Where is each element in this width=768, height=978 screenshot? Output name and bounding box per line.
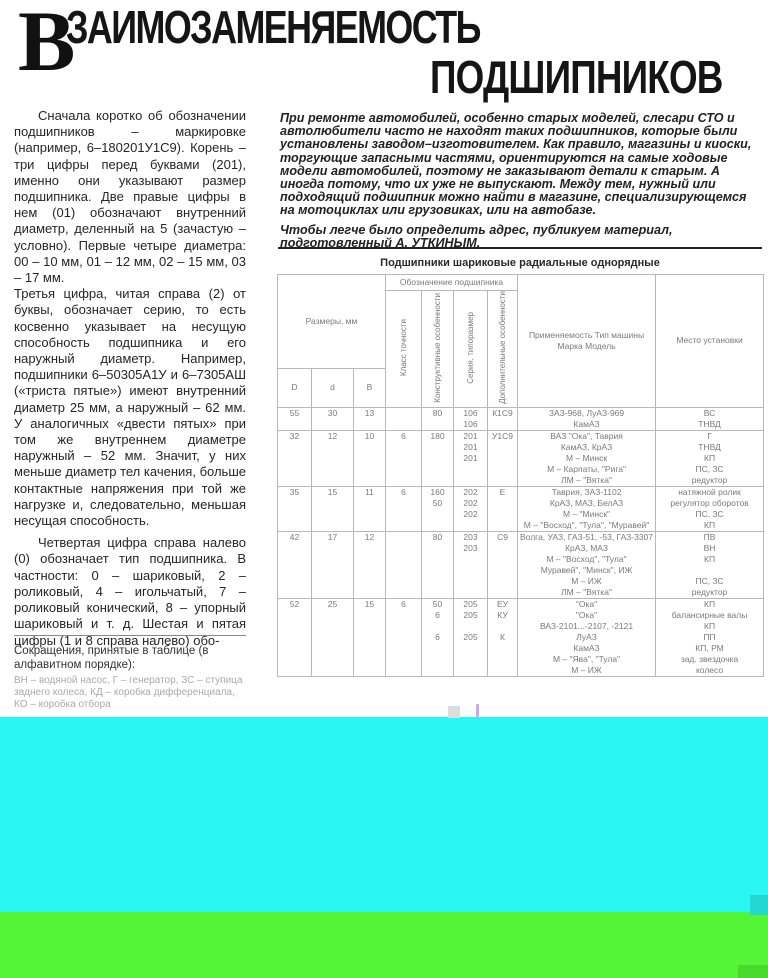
header-place: Место установки: [656, 275, 764, 408]
table-cell-d: 17: [312, 531, 354, 598]
table-cell-con: 80: [422, 407, 454, 430]
table-cell-add: ЕУ КУ К: [488, 598, 518, 676]
header-sizes: Размеры, мм: [278, 275, 386, 369]
table-cell-ser: 203 203: [454, 531, 488, 598]
speck-mark: [738, 965, 768, 978]
header-design: Конструктивные особенности: [422, 291, 454, 408]
table-cell-app: "Ока" "Ока" ВАЗ-2101...-2107, -2121 ЛуАЗ КамАЗ М – "Ява", "Тула" М – ИЖ: [518, 598, 656, 676]
table-cell-d: 30: [312, 407, 354, 430]
table-cell-acc: [386, 407, 422, 430]
intro-divider: [278, 247, 762, 249]
table-cell-add: С9: [488, 531, 518, 598]
table-cell-acc: 6: [386, 486, 422, 531]
table-row: [278, 598, 764, 676]
article-title-line1: ЗАИМОЗАМЕНЯЕМОСТЬ: [66, 1, 480, 53]
table-cell-add: К1С9: [488, 407, 518, 430]
table-cell-D: 32: [278, 430, 312, 486]
table-cell-add: Е: [488, 486, 518, 531]
table-cell-B: 11: [354, 486, 386, 531]
bearings-table: [277, 274, 764, 677]
table-cell-con: 160 50: [422, 486, 454, 531]
table-cell-ser: 201 201 201: [454, 430, 488, 486]
table-cell-D: 52: [278, 598, 312, 676]
green-overlay-band: [0, 912, 768, 978]
table-cell-D: 42: [278, 531, 312, 598]
left-text-column: [14, 108, 246, 649]
table-cell-d: 25: [312, 598, 354, 676]
header-application: Применяемость Тип машины Марка Модель: [518, 275, 656, 408]
table-cell-app: Таврия, ЗАЗ-1102 КрАЗ, МАЗ, БелАЗ М – "Минск" М – "Восход", "Тула", "Муравей": [518, 486, 656, 531]
table-cell-ser: 205 205 205: [454, 598, 488, 676]
table-cell-d: 15: [312, 486, 354, 531]
table-cell-app: Волга, УАЗ, ГАЗ-51, -53, ГАЗ-3307 КрАЗ, МАЗ М – "Восход", "Тула" Муравей", "Минск", ИЖ М – ИЖ ЛМ – "Вятка": [518, 531, 656, 598]
header-extra: Дополнительные особенности: [488, 291, 518, 408]
table-cell-B: 13: [354, 407, 386, 430]
table-cell-add: У1С9: [488, 430, 518, 486]
table-cell-D: 55: [278, 407, 312, 430]
header-d: d: [312, 368, 354, 407]
table-cell-B: 10: [354, 430, 386, 486]
table-cell-con: 50 6 6: [422, 598, 454, 676]
article-title-line2: ПОДШИПНИКОВ: [430, 51, 723, 103]
paragraph-1: Сначала коротко об обозначении подшипников – маркировке (например, 6–180201У1С9). Корень – три цифры перед буквами (201), именно они указывают размер подшипника. Две правые цифры в нем (01) обозначают внутренний диаметр, деленный на 5 (зачастую – условно). Первые четыре диаметра: 00 – 10 мм, 01 – 12 мм, 02 – 15 мм, 03 – 17 мм.: [14, 108, 246, 286]
speck-mark: [476, 704, 479, 718]
table-cell-B: 12: [354, 531, 386, 598]
left-divider: [14, 635, 246, 636]
speck-mark: [448, 706, 460, 718]
header-B: B: [354, 368, 386, 407]
abbreviations-box: [14, 644, 246, 711]
intro-text: [280, 112, 758, 250]
table-cell-place: ВС ТНВД: [656, 407, 764, 430]
paragraph-2: Третья цифра, читая справа (2) от буквы, обозначает серию, то есть косвенно указывает на несущую способность подшипника и его наружный диаметр. Например, подшипники 6–50305А1У и 6–7305АШ («триста пятые») имеют внутренний диаметр 25 мм, а наружный – 62 мм. У аналогичных «двести пятых» при том же внутреннем диаметре наружный – 52 мм. Значит, у них меньше диаметр тел качения, больше контактные напряжения при той же нагрузке и, следовательно, меньшая несущая способность.: [14, 286, 246, 529]
header-accuracy: Класс точности: [386, 291, 422, 408]
table-row: [278, 407, 764, 430]
table-cell-acc: [386, 531, 422, 598]
intro-credit-text: Чтобы легче было определить адрес, публикуем материал, подготовленный: [280, 222, 673, 250]
table-cell-D: 35: [278, 486, 312, 531]
table-cell-acc: 6: [386, 598, 422, 676]
table-cell-place: Г ТНВД КП ПС, ЗС редуктор: [656, 430, 764, 486]
header-series: Серия, типоразмер: [454, 291, 488, 408]
abbreviations-text: ВН – водяной насос, Г – генератор, ЗС – ступица заднего колеса, КД – коробка дифференциала, КО – коробка отбора: [14, 675, 243, 710]
paragraph-3: Четвертая цифра справа налево (0) обозначает тип подшипника. В частности: 0 – шариковый, 2 – роликовый, 4 – игольчатый, 7 – роликовый конический, 8 – упорный шариковый и т. д. Шестая и пятая цифры (1 и 8 справа налево) обо-: [14, 535, 246, 648]
table-title: Подшипники шариковые радиальные однорядные: [380, 257, 660, 269]
intro-paragraph: При ремонте автомобилей, особенно старых моделей, слесари СТО и автолюбители часто не находят таких подшипников, которые были установлены заводом–изготовителем. Как правило, магазины и киоски, торгующие запасными частями, ориентируются на самые ходовые модели автомобилей, поэтому не заказывают детали к старым. А иногда потому, что их уже не выпускают. Между тем, нужный или подходящий подшипник можно найти в магазине, специализирующемся на мотоциклах или грузовиках, или на автобазе.: [280, 111, 752, 218]
title-dropcap: В: [18, 0, 76, 89]
table-cell-con: 80: [422, 531, 454, 598]
table-cell-app: ВАЗ "Ока", Таврия КамАЗ, КрАЗ М – Минск М – Карпаты, "Рига" ЛМ – "Вятка": [518, 430, 656, 486]
header-designation: Обозначение подшипника: [386, 275, 518, 291]
table-cell-place: ПВ ВН КП ПС, ЗС редуктор: [656, 531, 764, 598]
table-cell-B: 15: [354, 598, 386, 676]
table-cell-place: КП балансирные валы КП ПП КП, РМ зад. звездочка колесо: [656, 598, 764, 676]
table-cell-con: 180: [422, 430, 454, 486]
table-cell-place: натяжной ролик регулятор оборотов ПС, ЗС КП: [656, 486, 764, 531]
abbreviations-heading: Сокращения, принятые в таблице (в алфавитном порядке):: [14, 645, 209, 671]
table-cell-ser: 106 106: [454, 407, 488, 430]
intro-author: А. УТКИНЫМ.: [395, 235, 481, 250]
table-cell-ser: 202 202 202: [454, 486, 488, 531]
header-D: D: [278, 368, 312, 407]
table-cell-acc: 6: [386, 430, 422, 486]
table-row: [278, 486, 764, 531]
table-row: [278, 430, 764, 486]
table-cell-app: ЗАЗ-968, ЛуАЗ-969 КамАЗ: [518, 407, 656, 430]
cyan-overlay-band: [0, 717, 768, 912]
table-row: [278, 531, 764, 598]
speck-mark: [750, 895, 768, 915]
table-cell-d: 12: [312, 430, 354, 486]
